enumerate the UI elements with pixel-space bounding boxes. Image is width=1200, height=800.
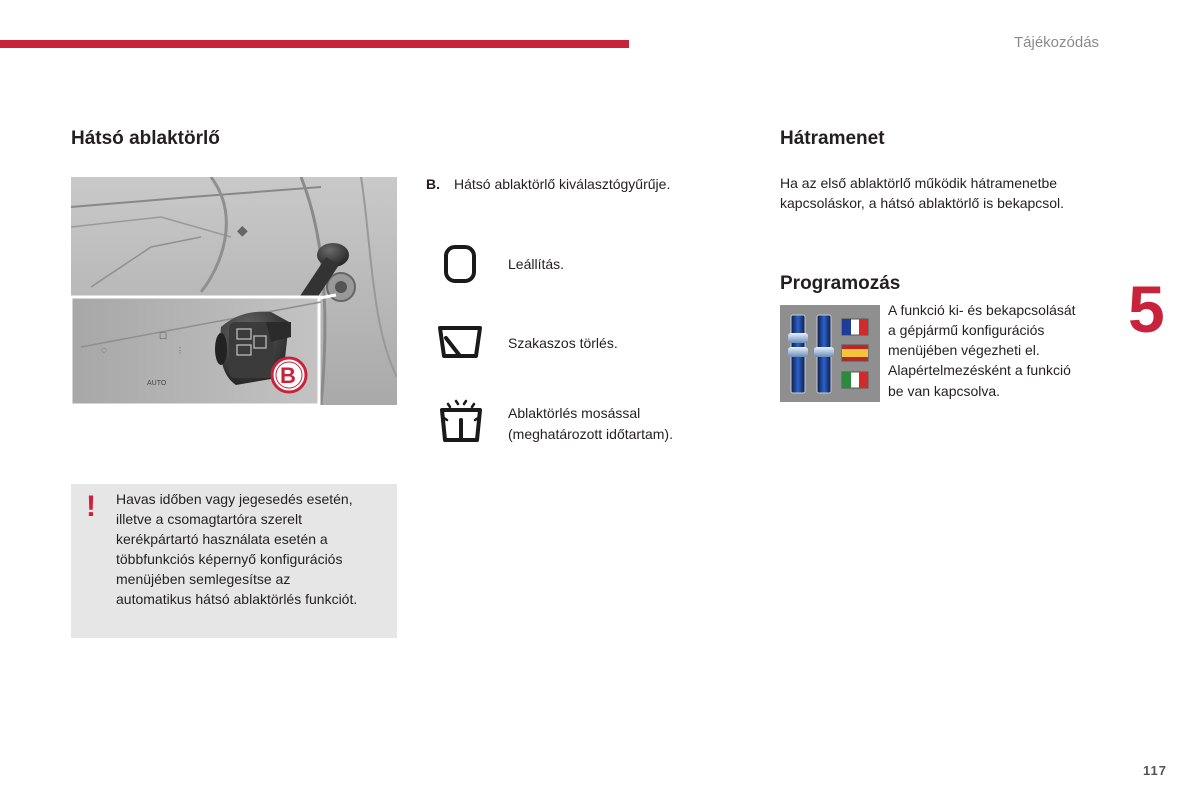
header-accent-bar (0, 40, 629, 48)
legend-text: Hátsó ablaktörlő kiválasztógyűrűje. (454, 176, 671, 192)
programming-text-line: A funkció ki- és bekapcsolását (888, 302, 1076, 318)
mode-washer-label-1: Ablaktörlés mosással (508, 405, 641, 421)
rear-wiper-heading: Hátsó ablaktörlő (71, 128, 220, 149)
programming-heading: Programozás (780, 273, 901, 294)
wiper-stalk-photo (71, 177, 397, 405)
page-number: 117 (1143, 763, 1167, 778)
wiper-washer-icon (436, 398, 486, 451)
mode-intermittent-label: Szakaszos törlés. (508, 335, 618, 351)
config-menu-image (780, 305, 880, 402)
mode-off-label: Leállítás. (508, 256, 565, 272)
svg-text:☐: ☐ (159, 331, 168, 341)
warning-line: illetve a csomagtartóra szerelt (116, 511, 302, 527)
warning-line: automatikus hátsó ablaktörlés funkciót. (116, 591, 358, 607)
photo-badge-b: B (280, 363, 296, 388)
warning-line: kerékpártartó használata esetén a (116, 531, 328, 547)
warning-line: Havas időben vagy jegesedés esetén, (116, 491, 353, 507)
warning-line: többfunkciós képernyő konfigurációs (116, 551, 343, 567)
reverse-text-line: Ha az első ablaktörlő működik hátramenetbe (780, 175, 1058, 191)
svg-text:AUTO: AUTO (147, 380, 167, 387)
svg-text:⋮: ⋮ (176, 346, 184, 355)
wiper-intermittent-icon (436, 324, 484, 369)
chapter-number: 5 (1128, 272, 1165, 346)
programming-text-line: Alapértelmezésként a funkció (888, 362, 1071, 378)
mode-washer-label-2: (meghatározott időtartam). (508, 426, 673, 442)
wiper-off-icon (438, 244, 482, 289)
reverse-text-line: kapcsoláskor, a hátsó ablaktörlő is bekapcsol. (780, 195, 1065, 211)
section-title: Tájékozódás (1014, 34, 1100, 51)
programming-text-line: be van kapcsolva. (888, 383, 1001, 399)
reverse-heading: Hátramenet (780, 128, 885, 149)
exclamation-icon: ! (86, 490, 96, 523)
legend-key: B. (426, 176, 440, 192)
programming-text-line: menüjében végezheti el. (888, 342, 1040, 358)
warning-line: menüjében semlegesítse az (116, 571, 291, 587)
svg-text:◌: ◌ (101, 345, 107, 356)
programming-text-line: a gépjármű konfigurációs (888, 322, 1045, 338)
svg-text:◆: ◆ (237, 222, 248, 238)
